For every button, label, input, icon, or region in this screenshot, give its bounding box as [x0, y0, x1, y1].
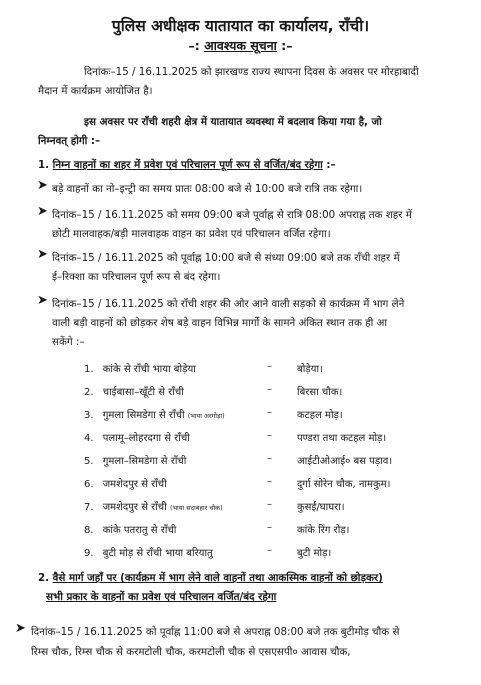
- route-name: कांके से रॉंची भाया बोड़ेया: [102, 364, 196, 375]
- route-row: [84, 499, 223, 513]
- route-row: [84, 476, 167, 490]
- route-name: पलामू–लोहरदगा से रॉंची: [102, 433, 190, 444]
- bullet-4-line-1: दिनांक–15 / 16.11.2025 को रॉंची शहर की ओर आने वाली सड़को से कार्यक्रम में भाग लेने: [52, 298, 405, 310]
- route-destination: कुसई/घाघरा।: [297, 502, 345, 513]
- section-2-heading: [38, 569, 383, 588]
- section-2-bullet-line-2: रिम्स चौक, रिम्स चौक से करमटोली चौक, करमटोली चौक से एसएसपी० आवास चौक,: [31, 646, 351, 658]
- route-destination: बुटी मोड़।: [297, 548, 332, 559]
- route-number: 2.: [84, 387, 94, 398]
- route-destination: आईटीओआई० बस पड़ाव।: [297, 456, 393, 467]
- arrow-bullet-icon: ➤: [37, 247, 48, 262]
- subtitle-suffix: :–: [281, 38, 293, 53]
- arrow-bullet-icon: ➤: [37, 204, 48, 219]
- bullet-3-line-2: ई–रिक्शा का परिचालन पूर्ण रूप से बंद रहेगा।: [52, 271, 221, 283]
- route-number: 8.: [84, 525, 94, 536]
- route-number: 7.: [84, 502, 94, 513]
- route-row: [84, 384, 184, 398]
- route-dash: –: [267, 499, 272, 510]
- route-name: जमशेदपुर से रॉंची: [102, 502, 167, 513]
- route-dash: –: [267, 453, 272, 464]
- page-title: पुलिस अधीक्षक यातायात का कार्यालय, राँची।: [111, 17, 370, 35]
- arrow-bullet-icon: ➤: [15, 621, 26, 636]
- intro-line-2: मैदान में कार्यक्रम आयोजित है।: [38, 85, 153, 97]
- arrow-bullet-icon: ➤: [37, 293, 48, 308]
- notice-line-2: निम्नवत् होगी :–: [38, 135, 101, 147]
- route-number: 5.: [84, 456, 94, 467]
- route-number: 4.: [84, 433, 94, 444]
- route-destination: कांके रिंग रोड़।: [297, 525, 350, 536]
- route-via: (भाया सदाबहार चौक): [169, 504, 223, 512]
- route-destination: बिरसा चौक।: [297, 387, 343, 398]
- route-destination: बोड़ेया।: [297, 364, 323, 375]
- intro-line-1: दिनांकः–15 / 16.11.2025 को झारखण्ड राज्य स्थापना दिवस के अवसर पर मोरहाबादी: [84, 66, 419, 78]
- bullet-1-line-1: बड़े वाहनों का नो–इन्ट्री का समय प्रातः 08:00 बजे से 10:00 बजे रात्रि तक रहेगा।: [52, 183, 363, 195]
- route-row: [84, 361, 196, 375]
- subtitle-prefix: –:: [188, 38, 200, 53]
- route-number: 9.: [84, 548, 94, 559]
- route-dash: –: [267, 384, 272, 395]
- route-destination: पण्डरा तथा कटहल मोड़।: [297, 433, 387, 444]
- notice-line-1: इस अवसर पर रॉंची शहरी क्षेत्र में यातायात व्यवस्था में बदलाव किया गया है, जो: [84, 116, 382, 128]
- route-number: 1.: [84, 364, 94, 375]
- route-row: [84, 430, 190, 444]
- section-1-heading-text: निम्न वाहनों का शहर में प्रवेश एवं परिचालन पूर्ण रूप से वर्जित/बंद रहेगा: [52, 159, 323, 171]
- route-name: बुटी मोड़ से रॉंची भाया बरियातु: [102, 548, 213, 559]
- section-1-heading-suffix: :–: [326, 159, 336, 171]
- route-name: चाईबासा–खूँटी से रॉंची: [102, 387, 184, 398]
- route-dash: –: [267, 522, 272, 533]
- route-name: जमशेदपुर से रॉंची: [102, 479, 167, 490]
- section-2-number: 2.: [38, 572, 50, 584]
- route-row: [84, 407, 225, 421]
- route-via: (भाया अरगोड़ा): [187, 412, 225, 420]
- route-dash: –: [267, 407, 272, 418]
- route-dash: –: [267, 430, 272, 441]
- bullet-2-line-1: दिनांक–15 / 16.11.2025 को समय 09:00 बजे पूर्वाह्न से रात्रि 08:00 अपराह्न तक शहर में: [52, 209, 412, 221]
- route-name: कांके पतरातु से रॉंची: [102, 525, 177, 536]
- subtitle-main: आवश्यक सूचना: [204, 38, 277, 53]
- section-1-number: 1.: [38, 159, 50, 171]
- route-name: गुमला–सिमडेगा से रॉंची: [102, 456, 187, 467]
- route-dash: –: [267, 361, 272, 372]
- page-subtitle: [0, 37, 481, 54]
- route-name: गुमला सिमडेगा से रॉंची: [102, 410, 185, 421]
- route-destination: दुर्गा सोरेन चौक, नामकुम।: [297, 479, 391, 490]
- route-number: 3.: [84, 410, 94, 421]
- route-dash: –: [267, 476, 272, 487]
- section-2-bullet-line-1: दिनांक–15 / 16.11.2025 को पूर्वाह्न 11:00 बजे से अपराह्न 08:00 बजे तक बुटीमोड़ चौक से: [31, 626, 400, 638]
- route-row: [84, 545, 213, 559]
- arrow-bullet-icon: ➤: [37, 178, 48, 193]
- bullet-2-line-2: छोटी मालवाहक/बड़ी मालवाहक वाहन का प्रवेश एवं परिचालन वर्जित रहेगा।: [52, 228, 331, 240]
- route-dash: –: [267, 545, 272, 556]
- route-destination: कटहल मोड़।: [297, 410, 343, 421]
- section-1-heading: [38, 156, 336, 175]
- section-2-line-2: सभी प्रकार के वाहनों का प्रवेश एवं परिचालन वर्जित/बंद रहेगा: [46, 591, 277, 603]
- route-row: [84, 453, 186, 467]
- bullet-4-line-2: वाली बड़ी वाहनों को छोड़कर शेष बड़े वाहन विभिन्न मार्गो के सामने अंकित स्थान तक ही आ: [52, 317, 388, 329]
- bullet-3-line-1: दिनांक–15 / 16.11.2025 को पूर्वाह्न 10:00 बजे से संध्या 09:00 बजे तक रॉंची शहर में: [52, 252, 400, 264]
- section-2-line-1: वैसे मार्ग जहाँ पर (कार्यक्रम में भाग लेने वाले वाहनों तथा आकस्मिक वाहनों को छोड़कर): [52, 572, 383, 584]
- bullet-4-line-3: सकेंगे :–: [52, 336, 85, 348]
- route-number: 6.: [84, 479, 94, 490]
- route-row: [84, 522, 176, 536]
